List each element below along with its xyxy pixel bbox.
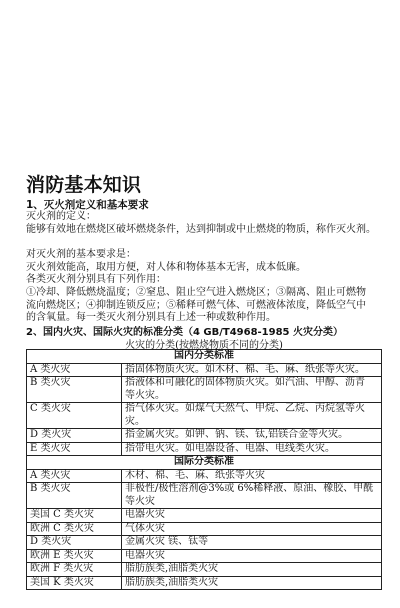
- fire-description-cell: [122, 576, 382, 590]
- fire-description-cell: [122, 536, 382, 550]
- fire-class-cell: D 类火灾: [27, 536, 122, 550]
- description-line: 非极性/极性溶剂@3%或 6%稀释液、原油、橡胶、甲酰: [125, 483, 374, 494]
- fire-class-cell: A 类火灾: [27, 363, 122, 377]
- description-line: 指带电火灾。如电器设备、电器、电线类火灾。: [125, 442, 335, 454]
- description-line: 脂肪族类,油脂类火灾: [125, 576, 219, 588]
- document-page: [26, 0, 382, 608]
- fire-classification-table: [26, 349, 382, 590]
- international-row: [27, 536, 382, 550]
- description-line: 等火灾: [125, 495, 155, 507]
- international-standard-header: [27, 456, 382, 470]
- description-line: 金属火灾 镁、钛等: [125, 536, 209, 547]
- fire-class-cell: B 类火灾: [27, 483, 122, 509]
- description-line: 电器火灾: [125, 509, 165, 520]
- fire-description-cell: [122, 522, 382, 536]
- description-line: 灾。: [125, 415, 145, 427]
- domestic-row: [27, 442, 382, 456]
- fire-description-cell: [122, 429, 382, 443]
- description-line: 脂肪族类,油脂类火灾: [125, 563, 219, 574]
- fire-class-cell: 美国 K 类火灾: [27, 576, 122, 590]
- description-line: 气体火灾: [125, 522, 165, 534]
- fire-description-cell: [122, 442, 382, 456]
- domestic-row: [27, 363, 382, 377]
- actions-line: 的含氧量。每一类灭火剂分别具有上述一种或数种作用。: [26, 312, 276, 323]
- fire-class-cell: 欧洲 F 类火灾: [27, 563, 122, 577]
- description-line: 指固体物质火灾。如木材、棉、毛、麻、纸张等火灾。: [125, 363, 365, 375]
- fire-description-cell: [122, 363, 382, 377]
- actions-line: 流向燃烧区；④抑制连锁反应；⑤稀释可燃气体、可燃液体浓度，降低空气中: [26, 300, 366, 311]
- section1-heading: 1、灭火剂定义和基本要求: [26, 199, 149, 211]
- actions-label: 各类灭火剂分别具有下列作用：: [26, 274, 166, 285]
- domestic-row: [27, 429, 382, 443]
- fire-class-cell: 欧洲 E 类火灾: [27, 549, 122, 563]
- description-line: 指液体和可融化的固体物质火灾。如汽油、甲醇、沥青: [125, 377, 365, 388]
- international-row: [27, 522, 382, 536]
- fire-class-cell: E 类火灾: [27, 442, 122, 456]
- international-row: [27, 469, 382, 483]
- requirements-label: 对灭火剂的基本要求是：: [26, 249, 136, 260]
- international-row: [27, 509, 382, 523]
- fire-class-cell: 美国 C 类火灾: [27, 509, 122, 523]
- requirements-text: 灭火剂效能高，取用方便，对人体和物体基本无害，成本低廉。: [26, 262, 306, 273]
- fire-class-cell: C 类火灾: [27, 403, 122, 429]
- fire-class-cell: A 类火灾: [27, 469, 122, 483]
- page-title: 消防基本知识: [26, 174, 142, 196]
- section2-heading: 2、国内火灾、国际火灾的标准分类（4 GB/T4968-1985 火灾分类）: [26, 327, 343, 338]
- domestic-row: [27, 403, 382, 429]
- fire-description-cell: [122, 469, 382, 483]
- table-caption: 火灾的分类(按燃烧物质不同的分类): [125, 340, 283, 351]
- fire-description-cell: [122, 549, 382, 563]
- description-line: 木材、棉、毛、麻、纸张等火灾: [125, 469, 265, 481]
- domestic-standard-header: [27, 350, 382, 364]
- domestic-standard-header-label: 国内分类标准: [27, 350, 382, 364]
- definition-text: 能够有效地在燃烧区破坏燃烧条件，达到抑制或中止燃烧的物质，称作灭火剂。: [26, 224, 376, 235]
- international-row: [27, 563, 382, 577]
- fire-class-cell: B 类火灾: [27, 377, 122, 403]
- description-line: 指金属火灾。如钾、钠、镁、钛,铝镁合金等火灾。: [125, 429, 349, 440]
- fire-description-cell: [122, 483, 382, 509]
- international-row: [27, 576, 382, 590]
- fire-description-cell: [122, 563, 382, 577]
- fire-description-cell: [122, 509, 382, 523]
- international-row: [27, 549, 382, 563]
- fire-description-cell: [122, 377, 382, 403]
- fire-class-cell: 欧洲 C 类火灾: [27, 522, 122, 536]
- domestic-row: [27, 377, 382, 403]
- international-standard-header-label: 国际分类标准: [27, 456, 382, 470]
- actions-line: ①冷却、降低燃烧温度；②窒息、阻止空气进入燃烧区；③隔离、阻止可燃物: [26, 287, 366, 298]
- definition-label: 灭火剂的定义：: [26, 211, 96, 222]
- fire-class-cell: D 类火灾: [27, 429, 122, 443]
- fire-description-cell: [122, 403, 382, 429]
- description-line: 电器火灾: [125, 549, 165, 561]
- international-row: [27, 483, 382, 509]
- description-line: 等火灾。: [125, 389, 165, 401]
- description-line: 指气体火灾。如煤气天然气、甲烷、乙烷、丙烷氢等火: [125, 403, 365, 414]
